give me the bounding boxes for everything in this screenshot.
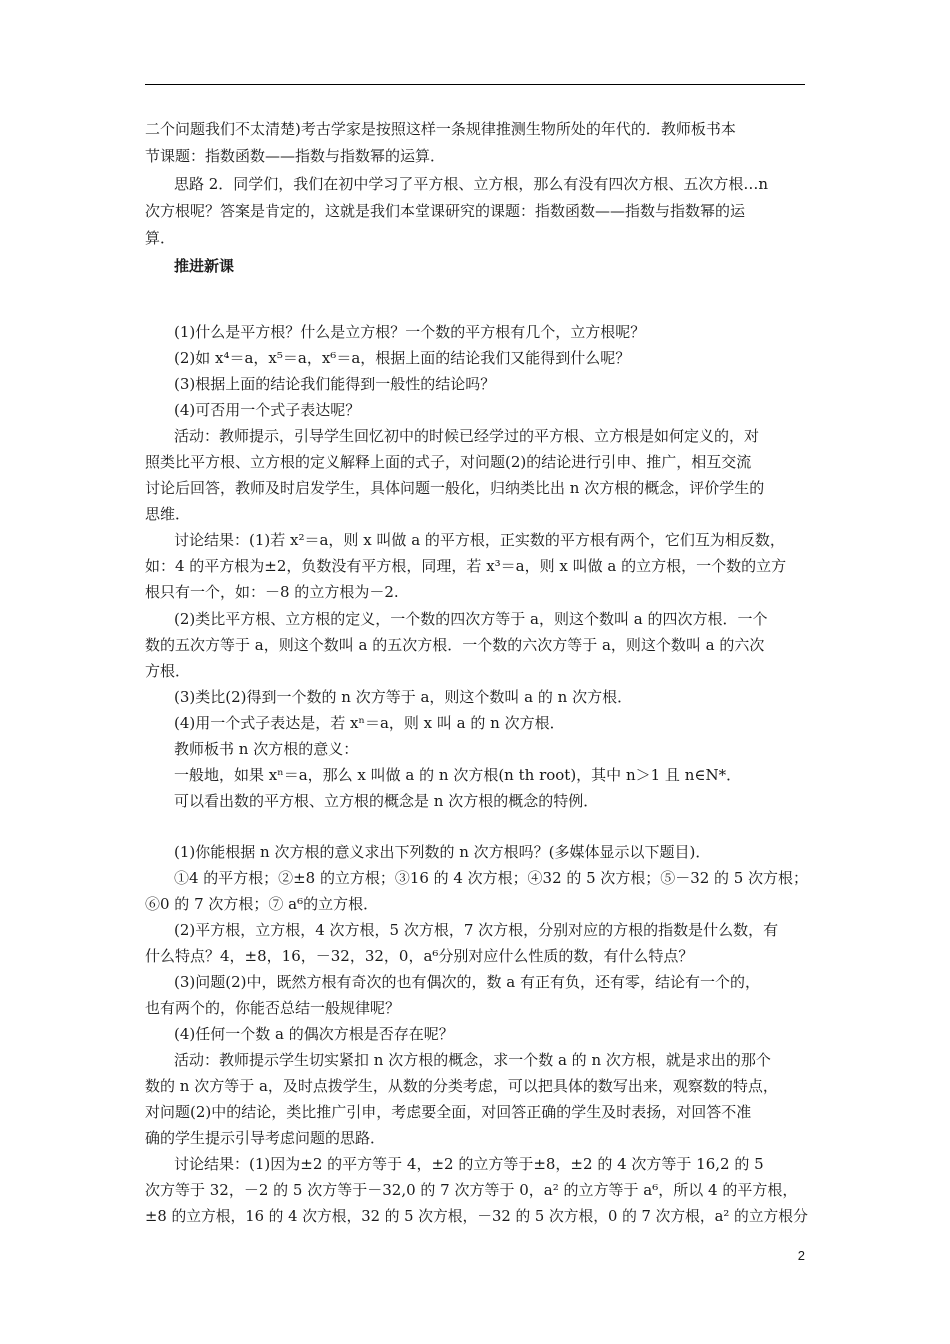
text-line: 二个问题我们不太清楚)考古学家是按照这样一条规律推测生物所处的年代的．教师板书本 xyxy=(145,120,736,138)
header-rule xyxy=(145,84,805,85)
question-line: (2)平方根，立方根，4 次方根，5 次方根，7 次方根，分别对应的方根的指数是什么数，有 xyxy=(174,921,779,939)
text-line: ±8 的立方根，16 的 4 次方根，32 的 5 次方根，－32 的 5 次方根，0 的 7 次方根，a² 的立方根分 xyxy=(145,1207,808,1225)
question-line: 什么特点？4，±8，16，－32，32，0，a⁶分别对应什么性质的数，有什么特点？ xyxy=(145,947,694,965)
text-line: 思路 2．同学们，我们在初中学习了平方根、立方根，那么有没有四次方根、五次方根…n xyxy=(174,175,768,193)
question-line: (1)什么是平方根？什么是立方根？一个数的平方根有几个，立方根呢？ xyxy=(174,323,646,341)
text-line: 如：4 的平方根为±2，负数没有平方根，同理，若 x³＝a，则 x 叫做 a 的立方根，一个数的立方 xyxy=(145,557,787,575)
text-line: (2)类比平方根、立方根的定义，一个数的四次方等于 a，则这个数叫 a 的四次方根．一个 xyxy=(174,610,768,628)
text-line: 一般地，如果 xⁿ＝a，那么 x 叫做 a 的 n 次方根(n th root)，其中 n＞1 且 n∈N*． xyxy=(174,766,742,784)
text-line: 讨论结果：(1)若 x²＝a，则 x 叫做 a 的平方根，正实数的平方根有两个，它们互为相反数， xyxy=(174,531,785,549)
text-line: 活动：教师提示学生切实紧扣 n 次方根的概念，求一个数 a 的 n 次方根，就是求出的那个 xyxy=(174,1051,771,1069)
text-line: 根只有一个，如：－8 的立方根为－2. xyxy=(145,583,399,601)
question-line: (4)可否用一个式子表达呢？ xyxy=(174,401,361,419)
text-line: 照类比平方根、立方根的定义解释上面的式子，对问题(2)的结论进行引申、推广，相互交流 xyxy=(145,453,752,471)
text-line: (3)类比(2)得到一个数的 n 次方等于 a，则这个数叫 a 的 n 次方根． xyxy=(174,688,633,706)
text-line: 节课题：指数函数——指数与指数幂的运算． xyxy=(145,147,446,165)
text-line: 算． xyxy=(145,229,176,247)
text-line: 次方根呢？答案是肯定的，这就是我们本堂课研究的课题：指数函数——指数与指数幂的运 xyxy=(145,202,746,220)
text-line: 教师板书 n 次方根的意义： xyxy=(174,740,359,758)
text-line: 次方等于 32，－2 的 5 次方等于－32,0 的 7 次方等于 0，a² 的立方等于 a⁶，所以 4 的平方根， xyxy=(145,1181,798,1199)
text-line: 讨论后回答，教师及时启发学生，具体问题一般化，归纳类比出 n 次方根的概念，评价学生的 xyxy=(145,479,765,497)
text-line: 讨论结果：(1)因为±2 的平方等于 4，±2 的立方等于±8，±2 的 4 次方等于 16,2 的 5 xyxy=(174,1155,764,1173)
text-line: 思维． xyxy=(145,505,191,523)
section-heading: 推进新课 xyxy=(174,257,235,275)
page-number: 2 xyxy=(797,1248,805,1263)
question-line: 也有两个的，你能否总结一般规律呢？ xyxy=(145,999,401,1017)
question-line: (3)问题(2)中，既然方根有奇次的也有偶次的，数 a 有正有负，还有零，结论有一个的， xyxy=(174,973,760,991)
question-line: (3)根据上面的结论我们能得到一般性的结论吗？ xyxy=(174,375,496,393)
text-line: 活动：教师提示，引导学生回忆初中的时候已经学过的平方根、立方根是如何定义的，对 xyxy=(174,427,760,445)
text-line: 对问题(2)中的结论，类比推广引申，考虑要全面，对回答正确的学生及时表扬，对回答不准 xyxy=(145,1103,752,1121)
text-line: (4)用一个式子表达是，若 xⁿ＝a，则 x 叫 a 的 n 次方根． xyxy=(174,714,565,732)
text-line: 方根． xyxy=(145,662,191,680)
question-line: (1)你能根据 n 次方根的意义求出下列数的 n 次方根吗？(多媒体显示以下题目)． xyxy=(174,843,711,861)
text-line: 可以看出数的平方根、立方根的概念是 n 次方根的概念的特例． xyxy=(174,792,599,810)
question-line: ⑥0 的 7 次方根；⑦ a⁶的立方根． xyxy=(145,895,379,913)
text-line: 数的五次方等于 a，则这个数叫 a 的五次方根．一个数的六次方等于 a，则这个数叫 a 的六次 xyxy=(145,636,765,654)
question-line: ①4 的平方根；②±8 的立方根；③16 的 4 次方根；④32 的 5 次方根；⑤－32 的 5 次方根； xyxy=(174,869,808,887)
text-line: 确的学生提示引导考虑问题的思路． xyxy=(145,1129,386,1147)
text-line: 数的 n 次方等于 a，及时点拨学生，从数的分类考虑，可以把具体的数写出来，观察数的特点， xyxy=(145,1077,778,1095)
question-line: (2)如 x⁴＝a，x⁵＝a，x⁶＝a，根据上面的结论我们又能得到什么呢？ xyxy=(174,349,631,367)
question-line: (4)任何一个数 a 的偶次方根是否存在呢？ xyxy=(174,1025,454,1043)
